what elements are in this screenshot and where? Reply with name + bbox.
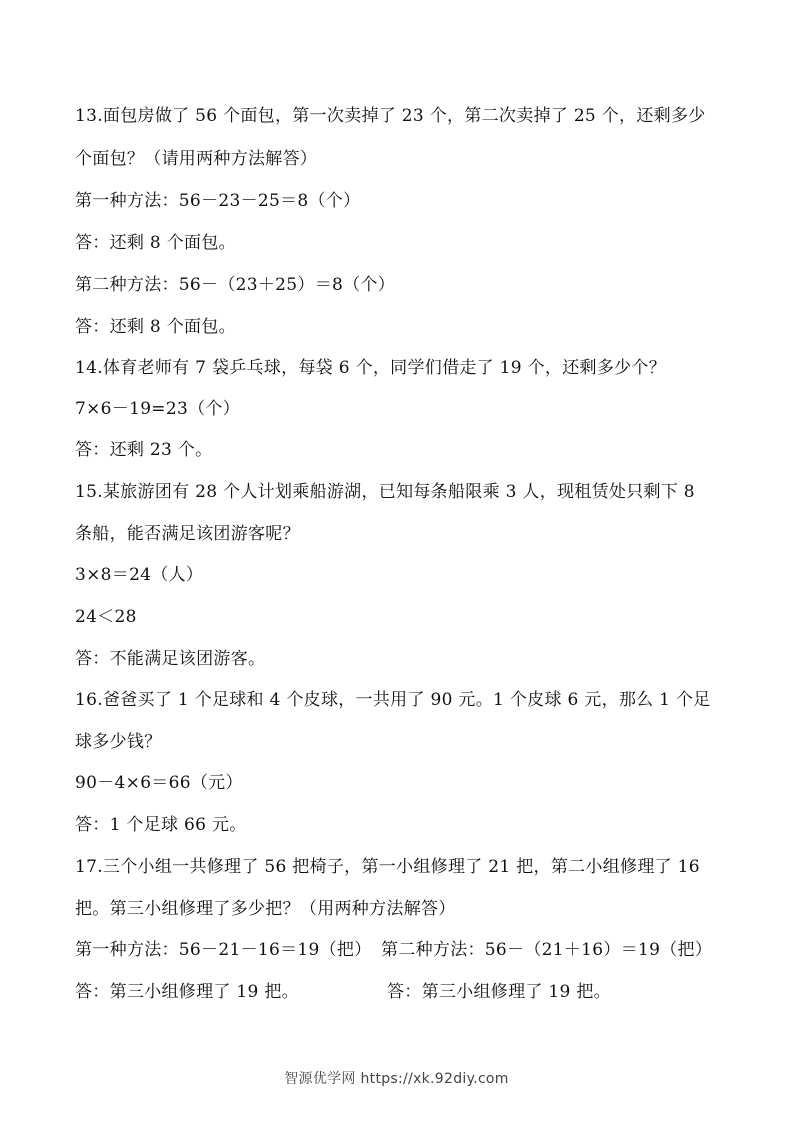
p16-question-line1: 16.爸爸买了 1 个足球和 4 个皮球，一共用了 90 元。1 个皮球 6 元，那么 1 个足: [75, 690, 711, 710]
p15-answer: 答：不能满足该团游客。: [75, 649, 266, 669]
p14-answer: 答：还剩 23 个。: [75, 440, 213, 460]
p13-answer1: 答：还剩 8 个面包。: [75, 233, 236, 253]
p15-calculation1: 3×8＝24（人）: [75, 565, 204, 585]
p16-question-line2: 球多少钱？: [75, 732, 162, 752]
p14-question: 14.体育老师有 7 袋乒乓球，每袋 6 个，同学们借走了 19 个，还剩多少个？: [75, 358, 667, 378]
p17-question-line2: 把。第三小组修理了多少把？（用两种方法解答）: [75, 899, 456, 919]
p13-question-line1: 13.面包房做了 56 个面包，第一次卖掉了 23 个，第二次卖掉了 25 个，还剩多少: [75, 106, 706, 126]
p15-calculation2: 24＜28: [75, 607, 137, 627]
p17-answer2: 答：第三小组修理了 19 把。: [387, 982, 611, 1002]
p14-calculation: 7×6－19=23（个）: [75, 399, 240, 419]
p13-answer2: 答：还剩 8 个面包。: [75, 317, 236, 337]
footer-watermark: 智源优学网 https://xk.92diy.com: [284, 1071, 509, 1087]
p13-method1: 第一种方法：56－23－25＝8（个）: [75, 191, 361, 211]
p16-calculation: 90－4×6＝66（元）: [75, 773, 243, 793]
p15-question-line2: 条船，能否满足该团游客呢？: [75, 524, 300, 544]
p17-answer1: 答：第三小组修理了 19 把。: [75, 982, 299, 1002]
p17-method1: 第一种方法：56－21－16＝19（把）: [75, 940, 372, 960]
p16-answer: 答：1 个足球 66 元。: [75, 815, 247, 835]
p17-question-line1: 17.三个小组一共修理了 56 把椅子，第一小组修理了 21 把，第二小组修理了 16: [75, 857, 700, 877]
p13-method2: 第二种方法：56－（23＋25）＝8（个）: [75, 275, 396, 295]
p17-method2: 第二种方法：56－（21＋16）＝19（把）: [381, 940, 713, 960]
p15-question-line1: 15.某旅游团有 28 个人计划乘船游湖，已知每条船限乘 3 人，现租赁处只剩下 8: [75, 482, 695, 502]
p13-question-line2: 个面包？（请用两种方法解答）: [75, 149, 318, 169]
